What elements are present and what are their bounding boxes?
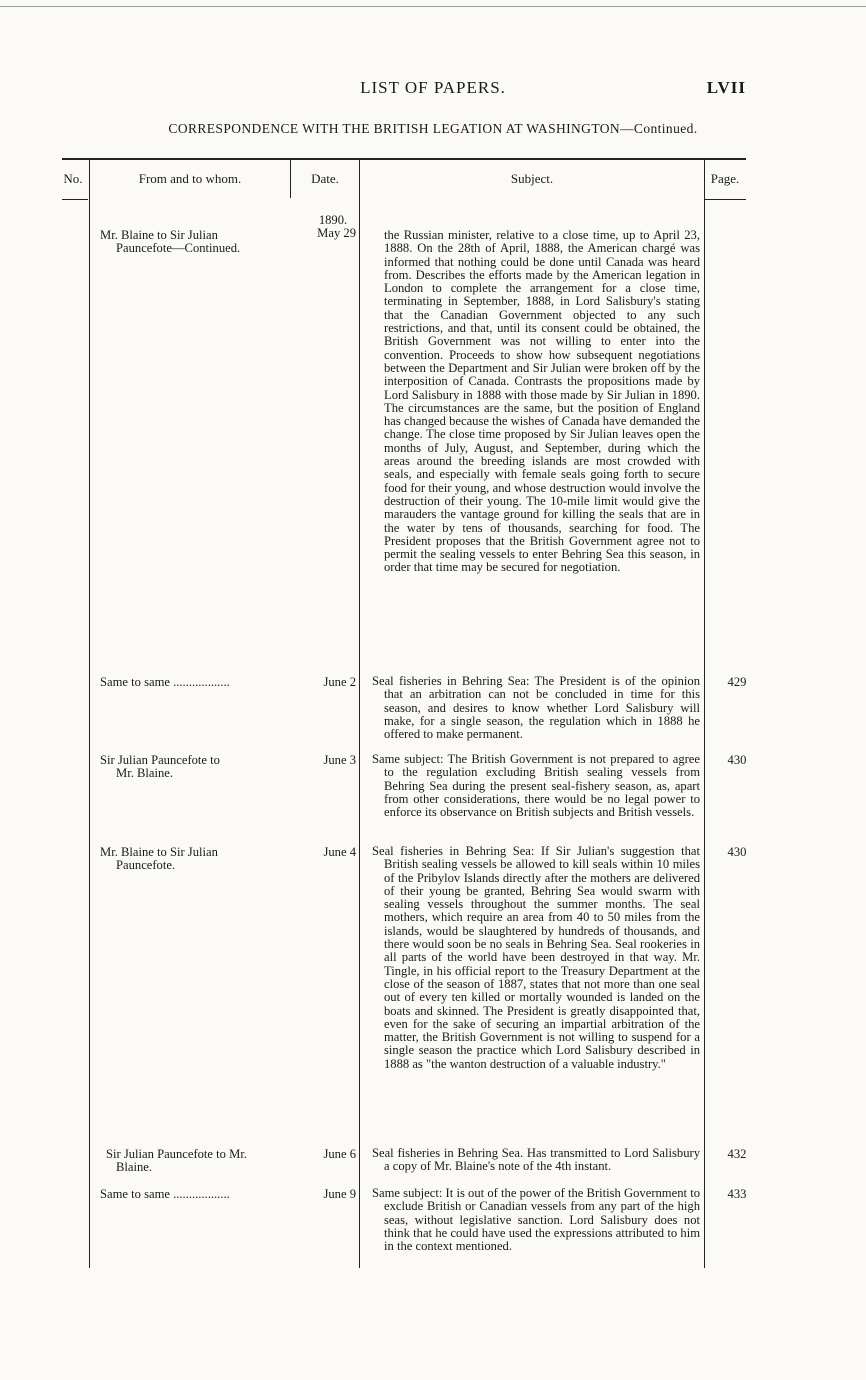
column-header-from: From and to whom. [138,171,242,186]
row-6-subject [372,1187,700,1253]
row-1-from-line1: Mr. Blaine to Sir Julian [100,228,218,242]
column-header-page: Page. [710,171,740,186]
column-header-subject: Subject. [510,171,554,186]
row-1-date-text: May 29 [317,226,356,241]
page-number: LVII [706,78,746,97]
row-5-subject-text: Seal fisheries in Behring Sea. Has transmitted to Lord Salisbury a copy of Mr. Blaine's note of the 4th instant. [372,1146,700,1174]
row-4-subject [372,845,700,1071]
table-top-rule [62,158,746,160]
row-3-from [100,754,292,781]
row-2-from [100,676,292,689]
row-2-date: June 2 [323,675,356,689]
row-2-subject [372,675,700,741]
row-5-subject [372,1147,700,1174]
row-3-from-line2: Mr. Blaine. [116,766,174,781]
dot-leader: .................. [169,1188,230,1201]
row-1-subject [372,229,700,575]
dot-leader: .................. [169,676,230,689]
column-divider-subject [704,160,705,1268]
row-5-from-line2: Blaine. [116,1160,153,1175]
row-4-subject-text: Seal fisheries in Behring Sea: If Sir Julian's suggestion that British sealing vessels be allowed to kill seals within 10 miles of the Pribylov Islands directly after the mothers are delivered of their young be granted, Behring Sea would swarm with sealing vessels throughout the summer months. The seal mothers, which require an area from 40 to 50 miles from the islands, would be slaughtered by hundreds of thousands, and there would soon be no seals in Behring Sea. Seal rookeries in all parts of the world have been destroyed in that way. Mr. Tingle, in his official report to the Treasury Department at the close of the season of 1887, states that not more than one seal out of every ten killed or mortally wounded is landed on the boats and skinned. The President is greatly disappointed that, even for the sake of securing an impartial arbitration of the matter, the British Government is not willing to suspend for a single season the practice which Lord Salisbury described in 1888 as "the wanton destruction of a valuable industry." [372,844,700,1071]
row-1-from [100,229,292,256]
row-3-date: June 3 [323,753,356,767]
header-bottom-rule-left [62,199,88,200]
row-5-from-line1: Sir Julian Pauncefote to Mr. [106,1147,247,1161]
row-2-subject-text: Seal fisheries in Behring Sea: The President is of the opinion that an arbitration can not be concluded in time for this season, and desires to know whether Lord Salisbury will make, for a single season, the regulation which in 1888 he offered to make permanent. [372,674,700,742]
row-1-date [296,214,356,241]
row-3-subject [372,753,700,819]
row-5-date: June 6 [323,1147,356,1161]
column-header-no: No. [63,171,83,186]
row-3-from-line1: Sir Julian Pauncefote to [100,753,220,767]
row-4-from-line2: Pauncefote. [116,858,176,873]
page-title: LIST OF PAPERS. [360,78,506,97]
row-2-from-line1: Same to same [100,676,170,689]
row-3-subject-text: Same subject: The British Government is not prepared to agree to the regulation excluding British sealing vessels from Behring Sea during the present seal-fishery season, as, apart from other considerations, there would be no legal power to enforce its observance on British subjects and British vessels. [372,752,700,820]
row-2-page: 429 [727,675,747,689]
row-5-from [100,1148,292,1175]
row-6-subject-text: Same subject: It is out of the power of the British Government to exclude British or Canadian vessels from any part of the high seas, without legislative sanction. Lord Salisbury does not think that he could have used the expressions attributed to him in the context mentioned. [372,1186,700,1254]
row-4-page: 430 [727,845,747,859]
row-6-from-line1: Same to same [100,1188,170,1201]
column-divider-no [89,160,90,1268]
row-4-from-line1: Mr. Blaine to Sir Julian [100,845,218,859]
row-1-subject-text: the Russian minister, relative to a close time, up to April 23, 1888. On the 28th of April, 1888, the American chargé was informed that nothing could be done until Canada was heard from. Describes the efforts made by the American legation in London to complete the arrangement for a close time, terminating in September, 1888, in Lord Salisbury's stating that the Canadian Government objected to any such restrictions, and that, until its consent could be obtained, the British Government was not willing to enter into the convention. Proceeds to show how subsequent negotiations between the Department and Sir Julian were broken off by the interposition of Canada. Contrasts the propositions made by Lord Salisbury in 1888 with those made by Sir Julian in 1890. The circumstances are the same, but the position of England has changed because the wishes of Canada have demanded the change. The close time proposed by Sir Julian leaves open the months of July, August, and September, during which the areas around the breeding islands are most crowded with seals, and especially with female seals going forth to secure food for their young, and whose destruction would involve the destruction of their young. The 10-mile limit would give the marauders the vantage ground for killing the seals that are in the water by tens of thousands, searching for food. The President proposes that the British Government agree not to permit the sealing vessels to enter Behring Sea this season, in order that time may be secured for negotiation. [384,228,700,575]
row-6-from [100,1188,292,1201]
row-1-from-line2: Pauncefote—Continued. [116,241,241,256]
header-bottom-rule-right [704,199,746,200]
row-4-from [100,846,292,873]
row-6-date: June 9 [323,1187,356,1201]
row-4-date: June 4 [323,845,356,859]
top-edge-rule [0,6,866,7]
section-subtitle: CORRESPONDENCE WITH THE BRITISH LEGATION AT WASHINGTON—Continued. [168,121,698,136]
column-divider-date [359,160,360,1268]
row-3-page: 430 [727,753,747,767]
column-header-date: Date. [311,171,339,186]
row-1-year: 1890. [318,213,348,227]
row-5-page: 432 [727,1147,747,1161]
row-6-page: 433 [727,1187,747,1201]
